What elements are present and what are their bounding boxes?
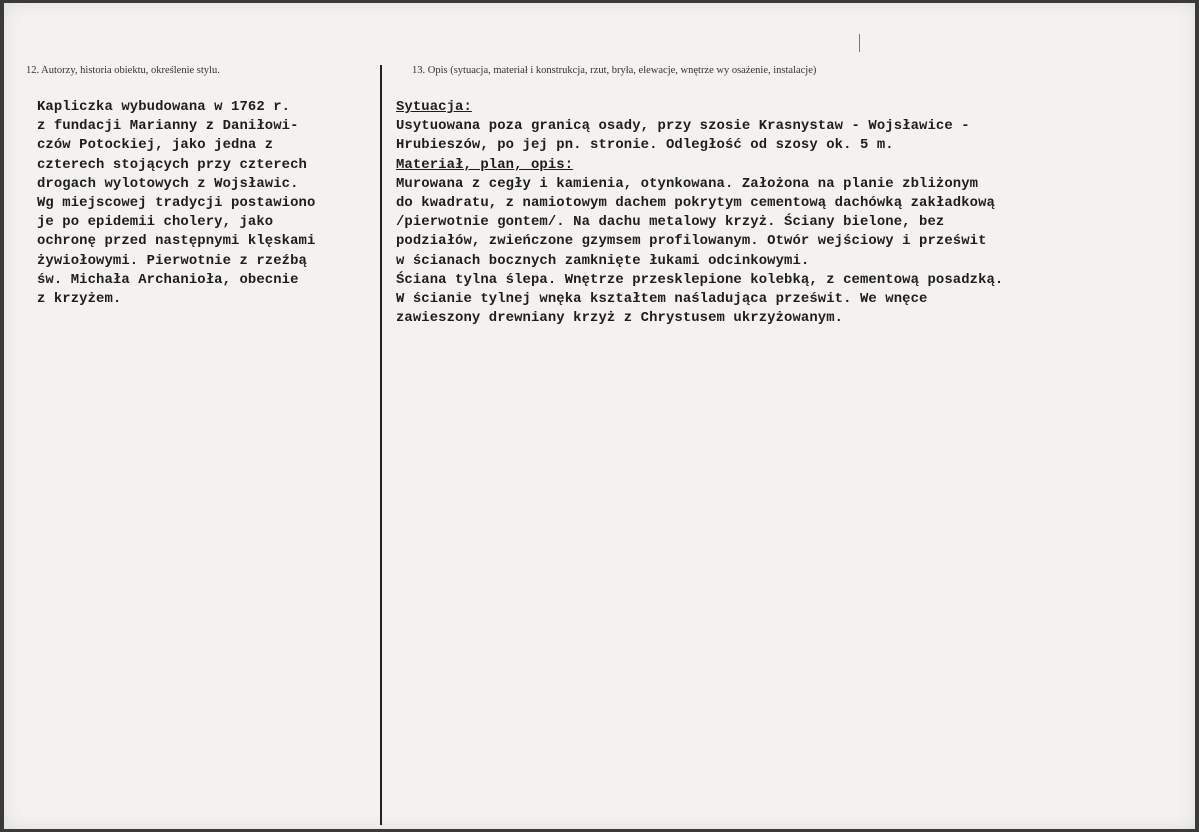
field-12-label: 12. Autorzy, historia obiektu, określenie stylu. xyxy=(26,65,220,76)
history-text xyxy=(37,98,382,309)
history-line: czów Potockiej, jako jedna z xyxy=(37,137,274,154)
material-line: /pierwotnie gontem/. Na dachu metalowy krzyż. Ściany bielone, bez xyxy=(396,214,945,231)
material-line: do kwadratu, z namiotowym dachem pokrytym cementową dachówką zakładkową xyxy=(396,195,995,212)
history-line: Wg miejscowej tradycji postawiono xyxy=(37,195,316,212)
history-line: czterech stojących przy czterech xyxy=(37,156,307,173)
history-line: drogach wylotowych z Wojsławic. xyxy=(37,175,299,192)
history-line: żywiołowymi. Pierwotnie z rzeźbą xyxy=(37,252,307,269)
material-line: podziałów, zwieńczone gzymsem profilowanym. Otwór wejściowy i prześwit xyxy=(396,233,987,250)
history-line: z krzyżem. xyxy=(37,291,122,308)
history-line: je po epidemii cholery, jako xyxy=(37,214,274,231)
material-line: Murowana z cegły i kamienia, otynkowana. Założona na planie zbliżonym xyxy=(396,175,979,192)
situation-line: Hrubieszów, po jej pn. stronie. Odległość od szosy ok. 5 m. xyxy=(396,137,894,154)
situation-line: Usytuowana poza granicą osady, przy szosie Krasnystaw - Wojsławice - xyxy=(396,118,970,135)
material-line: W ścianie tylnej wnęka kształtem naśladująca prześwit. We wnęce xyxy=(396,291,928,308)
history-line: Kapliczka wybudowana w 1762 r. xyxy=(37,99,291,115)
history-line: ochronę przed następnymi klęskami xyxy=(37,233,316,250)
material-heading: Materiał, plan, opis: xyxy=(396,156,574,173)
inventory-card xyxy=(4,3,1195,829)
material-line: w ścianach bocznych zamknięte łukami odcinkowymi. xyxy=(396,252,810,269)
field-13-label: 13. Opis (sytuacja, materiał i konstrukcja, rzut, bryła, elewacje, wnętrze wy osażenie, instalacje) xyxy=(412,65,817,76)
material-line: zawieszony drewniany krzyż z Chrystusem ukrzyżowanym. xyxy=(396,310,844,327)
margin-tick-mark xyxy=(859,34,860,52)
history-line: z fundacji Marianny z Daniłowi- xyxy=(37,118,299,135)
situation-heading: Sytuacja: xyxy=(396,99,472,115)
history-line: św. Michała Archanioła, obecnie xyxy=(37,271,299,288)
material-line: Ściana tylna ślepa. Wnętrze przesklepione kolebką, z cementową posadzką. xyxy=(396,271,1004,288)
description-text xyxy=(396,98,1156,328)
